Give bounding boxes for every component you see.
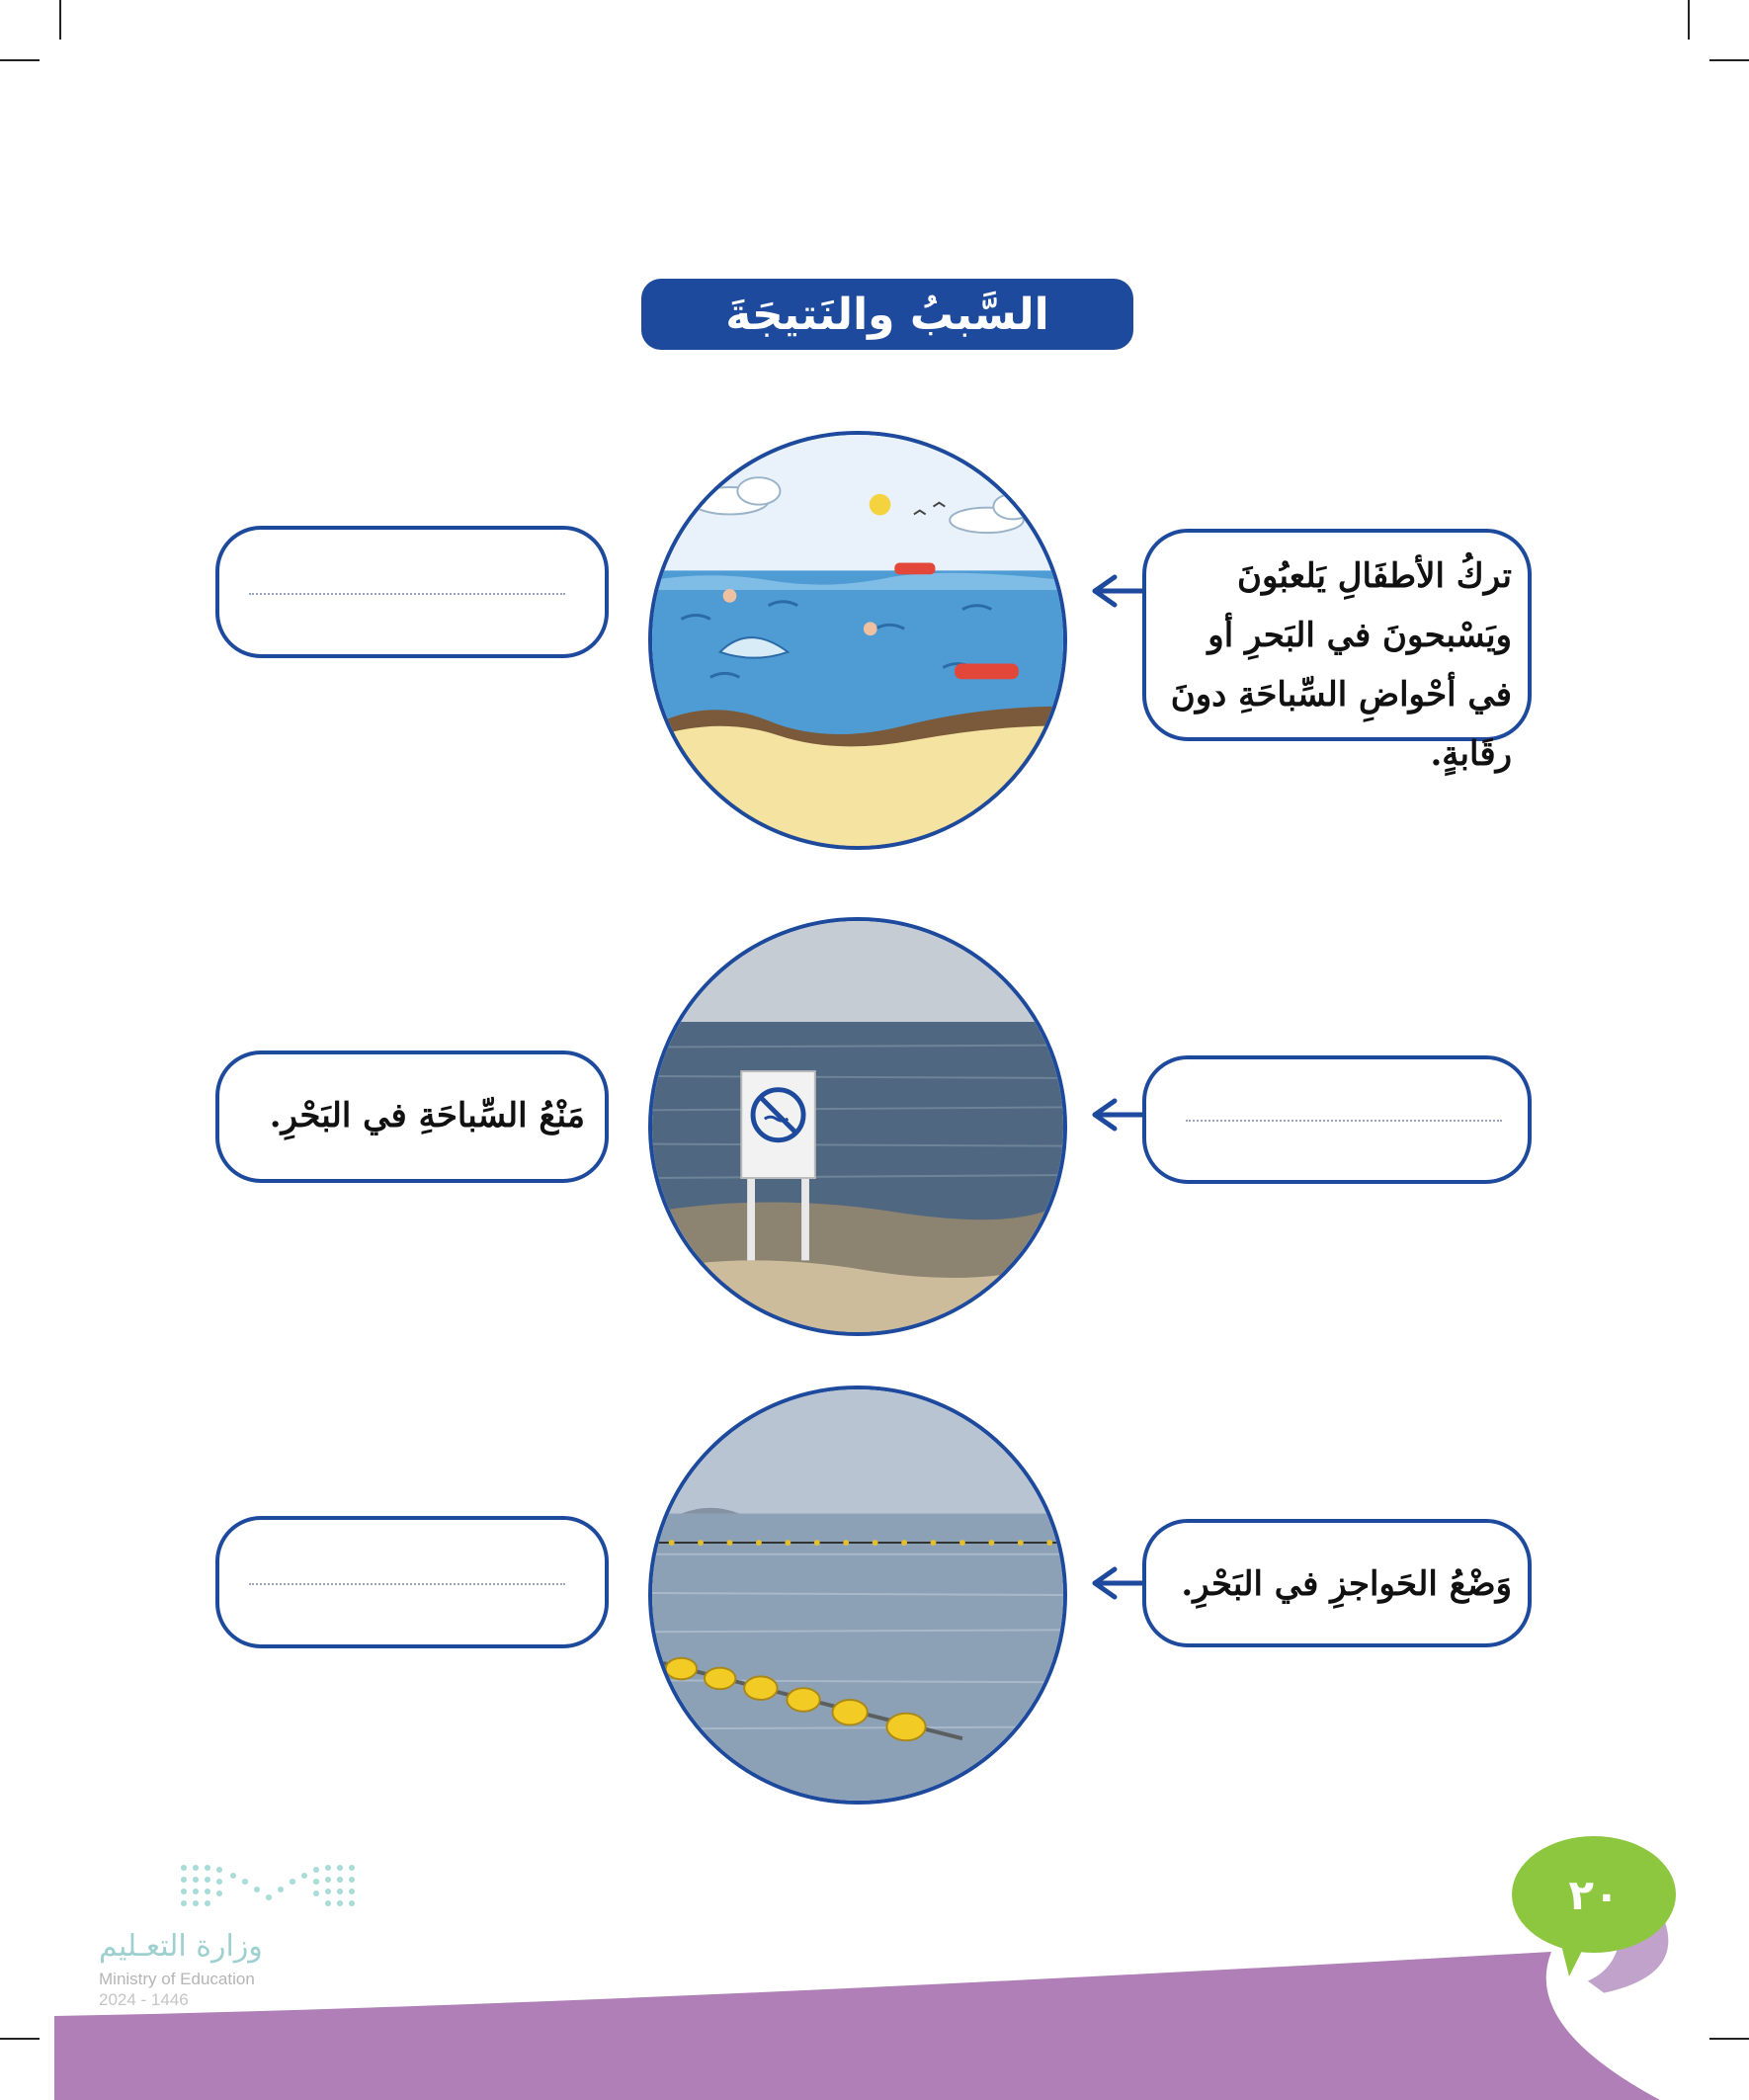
crop-mark [1688, 0, 1690, 40]
answer-line-1[interactable] [249, 593, 565, 595]
cause-box-2 [1142, 1055, 1532, 1184]
cause-text-1: تركُ الأطفَالِ يَلعبُونَ ويَسْبحونَ في البَحرِ أو في أحْواضِ السِّباحَةِ دونَ رقَابةٍ. [1170, 556, 1512, 774]
arrow-left-icon [1081, 571, 1144, 611]
arrow-left-icon [1081, 1563, 1144, 1603]
arrow-left-icon [1081, 1095, 1144, 1134]
ministry-year: 2024 - 1446 [99, 1990, 189, 2009]
ministry-name-arabic: وزارة التعـليم [99, 1929, 263, 1964]
image-beach-illustration [648, 431, 1067, 850]
result-box-2 [215, 1050, 609, 1183]
result-box-1 [215, 526, 609, 658]
ministry-logo-icon [178, 1862, 356, 1915]
ministry-name-english: Ministry of Education [99, 1970, 255, 1988]
page-number-badge: ٢٠ [1512, 1836, 1676, 1953]
crop-mark [1709, 59, 1749, 61]
result-text-2: مَنْعُ السِّباحَةِ في البَحْرِ. [269, 1096, 585, 1135]
page-title: السَّببُ والنَتيجَةَ [641, 279, 1133, 350]
image-no-swimming-sign [648, 917, 1067, 1336]
crop-mark [59, 0, 61, 40]
answer-line-2[interactable] [1186, 1120, 1502, 1122]
image-sea-barriers [648, 1386, 1067, 1805]
result-box-3 [215, 1516, 609, 1648]
cause-text-3: وَضْعُ الحَواجزِ في البَحْرِ. [1181, 1564, 1512, 1604]
speech-tail-icon [1549, 1937, 1609, 1986]
cause-box-1 [1142, 529, 1532, 774]
crop-mark [0, 59, 40, 61]
answer-line-3[interactable] [249, 1583, 565, 1585]
cause-box-3 [1142, 1519, 1532, 1647]
